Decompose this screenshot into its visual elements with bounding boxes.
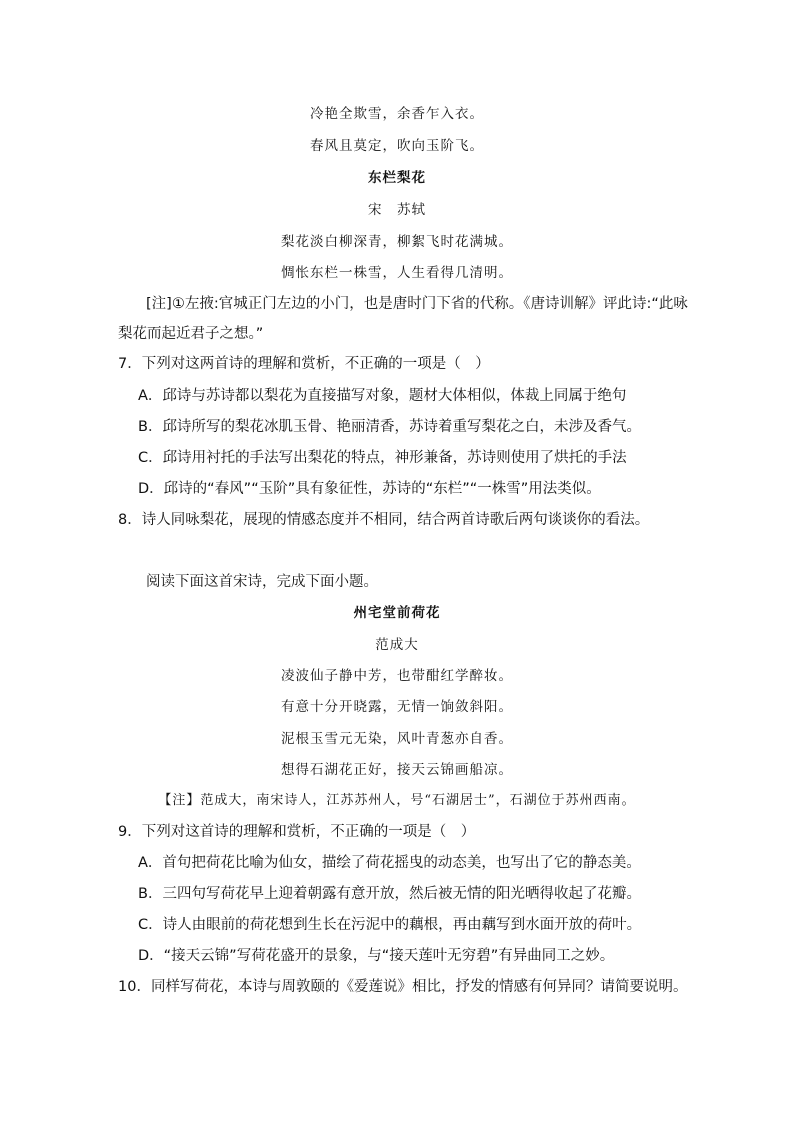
q10-stem: 10．同样写荷花，本诗与周敦颐的《爱莲说》相比，抒发的情感有何异同？请简要说明。 [118,979,688,995]
poem3-note: 【注】范成大，南宋诗人，江苏苏州人，号“石湖居士”，石湖位于苏州西南。 [158,793,636,808]
section2-intro: 阅读下面这首宋诗，完成下面小题。 [146,574,378,590]
poem1-line-2: 春风且莫定，吹向玉阶飞。 [310,138,484,154]
q9-option-d: D．“接天云锦”写荷花盛开的景象，与“接天莲叶无穷碧”有异曲同工之妙。 [138,948,615,964]
q7-option-d: D．邱诗的“春风”“玉阶”具有象征性，苏诗的“东栏”“一株雪”用法类似。 [138,481,601,497]
note1-line-1: [注]①左掖:官城正门左边的小门，也是唐时门下省的代称。《唐诗训解》评此诗:“此咏 [146,296,688,312]
q7-option-a: A．邱诗与苏诗都以梨花为直接描写对象，题材大体相似，体裁上同属于绝句 [138,388,627,404]
q8-stem: 8．诗人同咏梨花，展现的情感态度并不相同，结合两首诗歌后两句谈谈你的看法。 [118,512,650,528]
q7-option-b: B．邱诗所写的梨花冰肌玉骨、艳丽清香，苏诗着重写梨花之白，未涉及香气。 [138,419,641,435]
poem3-title: 州宅堂前荷花 [353,605,441,621]
note1-line-2: 梨花而起近君子之想。” [118,326,264,342]
poem3-line-1: 凌波仙子静中芳，也带酣红学醉妆。 [281,668,513,684]
poem3-line-4: 想得石湖花正好，接天云锦画船凉。 [281,762,513,778]
poem3-line-3: 泥根玉雪元无染，风叶青葱亦自香。 [281,731,513,747]
poem2-author: 宋 苏轼 [368,202,426,218]
poem2-title: 东栏梨花 [368,170,426,186]
poem2-line-1: 梨花淡白柳深青，柳絮飞时花满城。 [281,234,513,250]
q9-option-a: A．首句把荷花比喻为仙女，描绘了荷花摇曳的动态美，也写出了它的静态美。 [138,855,641,871]
poem2-line-2: 惆怅东栏一株雪，人生看得几清明。 [281,265,513,281]
q7-option-c: C．邱诗用衬托的手法写出梨花的特点，神形兼备，苏诗则使用了烘托的手法 [138,450,627,466]
q7-stem: 7．下列对这两首诗的理解和赏析，不正确的一项是（ ） [118,356,490,372]
poem3-author: 范成大 [375,637,419,653]
q9-stem: 9．下列对这首诗的理解和赏析，不正确的一项是（ ） [118,824,476,840]
poem1-line-1: 冷艳全欺雪，余香乍入衣。 [310,106,484,122]
poem3-line-2: 有意十分开晓露，无情一饷敛斜阳。 [281,699,513,715]
q9-option-c: C．诗人由眼前的荷花想到生长在污泥中的藕根，再由藕写到水面开放的荷叶。 [138,917,642,933]
q9-option-b: B．三四句写荷花早上迎着朝露有意开放，然后被无情的阳光晒得收起了花瓣。 [138,886,641,902]
